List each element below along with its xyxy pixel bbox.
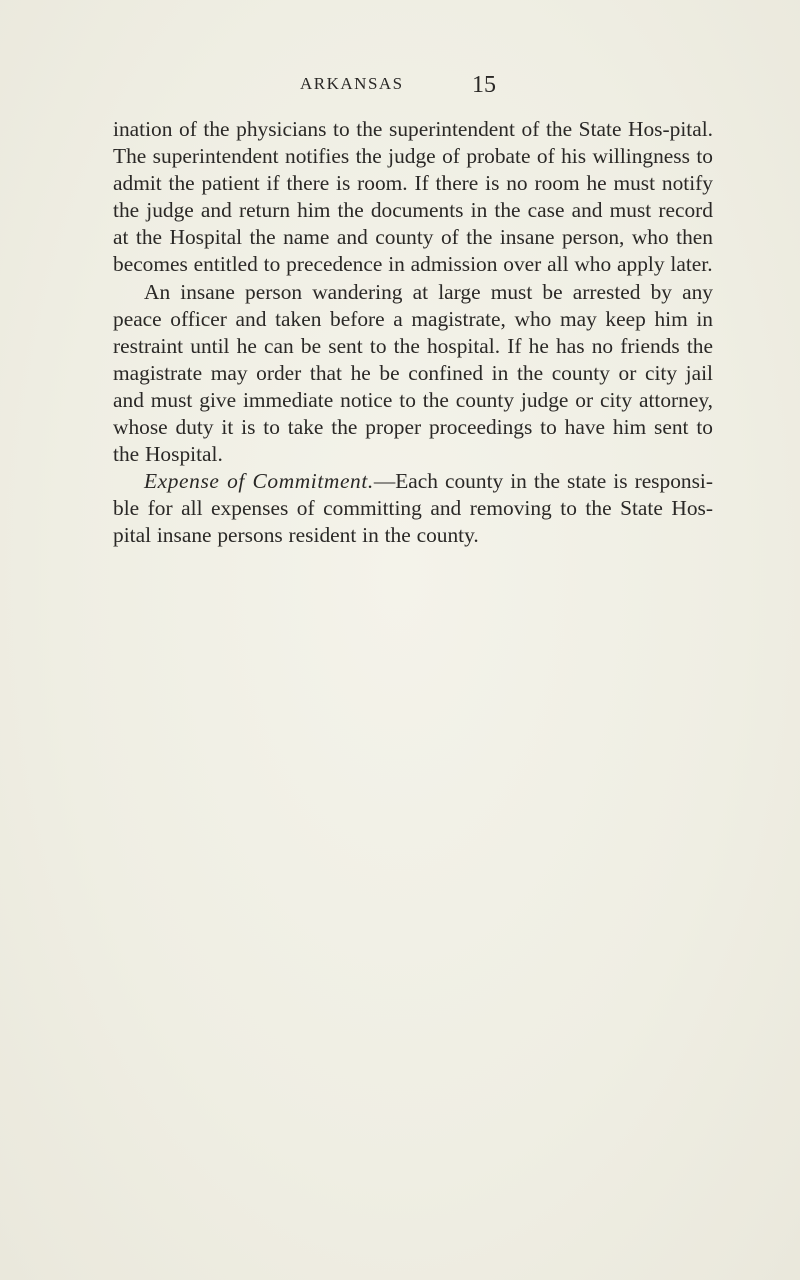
page-number: 15 bbox=[472, 72, 496, 98]
paragraph-continuation: ination of the physicians to the superintendent of the State Hos-pital. The superintendent notifies the judge of probate of his willingness to admit the patient if there is room. If there is no room he must notify the judge and return him the documents in the case and must record at the Hospital the name and county of the insane person, who then becomes entitled to precedence in admission over all who apply later. bbox=[113, 117, 713, 277]
paragraph-expense-of-commitment bbox=[113, 468, 713, 549]
paragraph-expense-text: —Each county in the state is responsi-ble for all expenses of committing and removing to the State Hos-pital insane persons resident in the county. bbox=[113, 469, 713, 548]
paragraph-insane-person-wandering: An insane person wandering at large must be arrested by any peace officer and taken before a magistrate, who may keep him in restraint until he can be sent to the hospital. If he has no friends the magistrate may order that he be confined in the county or city jail and must give immediate notice to the county judge or city attorney, whose duty it is to take the proper proceedings to have him sent to the Hospital. bbox=[113, 279, 713, 467]
running-head bbox=[0, 70, 800, 102]
section-heading-expense-of-commitment: Expense of Commitment. bbox=[144, 469, 374, 494]
body-text bbox=[113, 116, 713, 550]
running-title: ARKANSAS bbox=[300, 74, 404, 93]
